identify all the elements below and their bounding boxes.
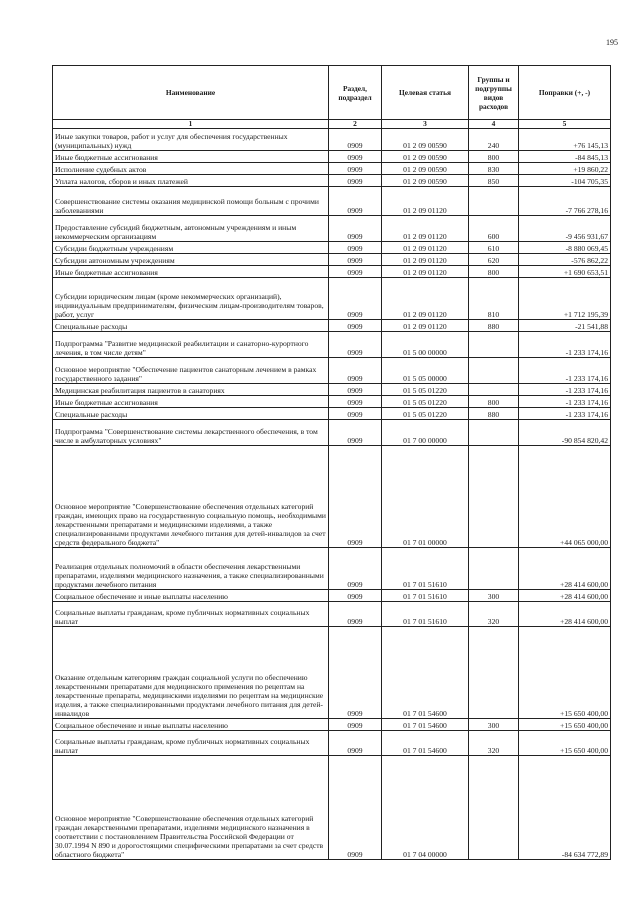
table-row: [53, 151, 611, 163]
table-row: [53, 590, 611, 602]
row-section-cell: 0909: [329, 756, 382, 860]
table-row: [53, 320, 611, 332]
row-amount-cell: -1 233 174,16: [519, 396, 611, 408]
row-target-cell: 01 7 00 00000: [382, 420, 469, 446]
column-number: 3: [382, 120, 469, 129]
row-amount-cell: -21 541,88: [519, 320, 611, 332]
row-amount-cell: +76 145,13: [519, 129, 611, 151]
row-group-cell: 320: [469, 731, 519, 756]
row-group-cell: 800: [469, 151, 519, 163]
row-name-cell: Реализация отдельных полномочий в области обеспечения лекарственными препаратами, изделиями медицинского назначения, а также специализированными продуктами лечебного питания: [53, 548, 329, 590]
row-name-cell: Медицинская реабилитация пациентов в санаториях: [53, 384, 329, 396]
row-amount-cell: -84 845,13: [519, 151, 611, 163]
column-number-row: [53, 120, 611, 129]
row-target-cell: 01 7 01 51610: [382, 602, 469, 627]
table-row: [53, 129, 611, 151]
column-number: 4: [469, 120, 519, 129]
row-amount-cell: +44 065 000,00: [519, 446, 611, 548]
row-group-cell: [469, 756, 519, 860]
row-section-cell: 0909: [329, 396, 382, 408]
row-group-cell: [469, 548, 519, 590]
row-section-cell: 0909: [329, 242, 382, 254]
row-target-cell: 01 2 09 01120: [382, 242, 469, 254]
row-section-cell: 0909: [329, 187, 382, 216]
row-amount-cell: +15 650 400,00: [519, 731, 611, 756]
row-target-cell: 01 7 01 54600: [382, 719, 469, 731]
table-row: [53, 548, 611, 590]
table-row: [53, 266, 611, 278]
table-row: [53, 756, 611, 860]
table-body: [53, 129, 611, 860]
row-target-cell: 01 7 01 51610: [382, 590, 469, 602]
table-row: [53, 163, 611, 175]
row-section-cell: 0909: [329, 278, 382, 320]
row-section-cell: 0909: [329, 175, 382, 187]
row-section-cell: 0909: [329, 216, 382, 242]
table-row: [53, 602, 611, 627]
row-target-cell: 01 5 05 01220: [382, 408, 469, 420]
row-amount-cell: +19 860,22: [519, 163, 611, 175]
row-name-cell: Уплата налогов, сборов и иных платежей: [53, 175, 329, 187]
row-amount-cell: +1 690 653,51: [519, 266, 611, 278]
row-target-cell: 01 2 09 00590: [382, 163, 469, 175]
row-section-cell: 0909: [329, 129, 382, 151]
row-name-cell: Иные бюджетные ассигнования: [53, 396, 329, 408]
row-group-cell: 320: [469, 602, 519, 627]
row-target-cell: 01 7 01 00000: [382, 446, 469, 548]
row-amount-cell: -7 766 278,16: [519, 187, 611, 216]
row-group-cell: 620: [469, 254, 519, 266]
row-group-cell: 800: [469, 396, 519, 408]
page-number: 195: [606, 38, 618, 47]
row-target-cell: 01 5 05 00000: [382, 358, 469, 384]
column-number: 1: [53, 120, 329, 129]
row-amount-cell: -1 233 174,16: [519, 332, 611, 358]
table-row: [53, 187, 611, 216]
table-row: [53, 254, 611, 266]
row-amount-cell: -1 233 174,16: [519, 408, 611, 420]
row-target-cell: 01 7 01 54600: [382, 627, 469, 719]
row-section-cell: 0909: [329, 254, 382, 266]
row-amount-cell: +28 414 600,00: [519, 590, 611, 602]
row-group-cell: 300: [469, 590, 519, 602]
column-number: 2: [329, 120, 382, 129]
row-group-cell: 300: [469, 719, 519, 731]
table-row: [53, 627, 611, 719]
column-header-target: Целевая статья: [382, 66, 469, 120]
row-amount-cell: -9 456 931,67: [519, 216, 611, 242]
row-name-cell: Оказание отдельным категориям граждан социальной услуги по обеспечению лекарственными препаратами для медицинского применения по рецептам на лекарственные препараты, медицинскими изделиями по рецептам на медицинские изделия, а также специализированными продуктами лечебного питания для детей-инвалидов: [53, 627, 329, 719]
row-group-cell: [469, 420, 519, 446]
row-section-cell: 0909: [329, 408, 382, 420]
table-row: [53, 332, 611, 358]
row-section-cell: 0909: [329, 384, 382, 396]
row-target-cell: 01 7 01 51610: [382, 548, 469, 590]
row-name-cell: Субсидии бюджетным учреждениям: [53, 242, 329, 254]
row-amount-cell: -84 634 772,89: [519, 756, 611, 860]
row-amount-cell: +15 650 400,00: [519, 627, 611, 719]
row-name-cell: Иные закупки товаров, работ и услуг для обеспечения государственных (муниципальных) нужд: [53, 129, 329, 151]
budget-table: [52, 65, 611, 860]
row-section-cell: 0909: [329, 590, 382, 602]
row-group-cell: [469, 187, 519, 216]
column-number: 5: [519, 120, 611, 129]
header-row: [53, 66, 611, 120]
row-amount-cell: -104 705,35: [519, 175, 611, 187]
row-name-cell: Социальные выплаты гражданам, кроме публичных нормативных социальных выплат: [53, 602, 329, 627]
row-target-cell: 01 2 09 00590: [382, 129, 469, 151]
row-target-cell: 01 2 09 01120: [382, 266, 469, 278]
row-group-cell: [469, 627, 519, 719]
row-section-cell: 0909: [329, 719, 382, 731]
row-target-cell: 01 5 05 01220: [382, 396, 469, 408]
table-row: [53, 242, 611, 254]
row-name-cell: Предоставление субсидий бюджетным, автономным учреждениям и иным некоммерческим организациям: [53, 216, 329, 242]
row-amount-cell: -1 233 174,16: [519, 358, 611, 384]
row-group-cell: 830: [469, 163, 519, 175]
row-target-cell: 01 7 04 00000: [382, 756, 469, 860]
row-group-cell: [469, 332, 519, 358]
row-name-cell: Иные бюджетные ассигнования: [53, 266, 329, 278]
row-section-cell: 0909: [329, 151, 382, 163]
table-row: [53, 358, 611, 384]
row-amount-cell: -576 862,22: [519, 254, 611, 266]
row-name-cell: Основное мероприятие "Совершенствование обеспечения отдельных категорий граждан, имеющих право на государственную социальную помощь, необходимыми лекарственными препаратами и медицинскими изделиями, а также специализированными продуктами лечебного питания для детей-инвалидов за счет средств федерального бюджета": [53, 446, 329, 548]
row-amount-cell: +15 650 400,00: [519, 719, 611, 731]
table-row: [53, 384, 611, 396]
row-amount-cell: +1 712 195,39: [519, 278, 611, 320]
table-row: [53, 216, 611, 242]
table-row: [53, 420, 611, 446]
row-target-cell: 01 2 09 00590: [382, 175, 469, 187]
table-row: [53, 731, 611, 756]
row-section-cell: 0909: [329, 266, 382, 278]
row-section-cell: 0909: [329, 332, 382, 358]
row-name-cell: Подпрограмма "Совершенствование системы лекарственного обеспечения, в том числе в амбулаторных условиях": [53, 420, 329, 446]
table-row: [53, 278, 611, 320]
row-name-cell: Субсидии автономным учреждениям: [53, 254, 329, 266]
row-name-cell: Специальные расходы: [53, 408, 329, 420]
column-header-expense-group: Группы и подгруппы видов расходов: [469, 66, 519, 120]
row-section-cell: 0909: [329, 320, 382, 332]
row-group-cell: 610: [469, 242, 519, 254]
row-name-cell: Исполнение судебных актов: [53, 163, 329, 175]
row-amount-cell: +28 414 600,00: [519, 548, 611, 590]
row-group-cell: 240: [469, 129, 519, 151]
row-group-cell: 600: [469, 216, 519, 242]
row-section-cell: 0909: [329, 602, 382, 627]
row-amount-cell: +28 414 600,00: [519, 602, 611, 627]
table-row: [53, 719, 611, 731]
row-name-cell: Подпрограмма "Развитие медицинской реабилитации и санаторно-курортного лечения, в том числе детям": [53, 332, 329, 358]
row-section-cell: 0909: [329, 446, 382, 548]
row-amount-cell: -90 854 820,42: [519, 420, 611, 446]
row-section-cell: 0909: [329, 627, 382, 719]
row-name-cell: Иные бюджетные ассигнования: [53, 151, 329, 163]
table-row: [53, 396, 611, 408]
row-target-cell: 01 2 09 01120: [382, 278, 469, 320]
column-header-name: Наименование: [53, 66, 329, 120]
row-target-cell: 01 7 01 54600: [382, 731, 469, 756]
row-name-cell: Основное мероприятие "Совершенствование обеспечения отдельных категорий граждан лекарственными препаратами, изделиями медицинского назначения в соответствии с постановлением Правительства Российской Федерации от 30.07.1994 N 890 и дорогостоящими специфическими препаратами за счет средств областного бюджета": [53, 756, 329, 860]
row-name-cell: Социальные выплаты гражданам, кроме публичных нормативных социальных выплат: [53, 731, 329, 756]
row-target-cell: 01 2 09 01120: [382, 187, 469, 216]
row-section-cell: 0909: [329, 548, 382, 590]
row-name-cell: Субсидии юридическим лицам (кроме некоммерческих организаций), индивидуальным предпринимателям, физическим лицам-производителям товаров, работ, услуг: [53, 278, 329, 320]
row-target-cell: 01 2 09 00590: [382, 151, 469, 163]
row-name-cell: Социальное обеспечение и иные выплаты населению: [53, 590, 329, 602]
row-group-cell: 880: [469, 320, 519, 332]
column-header-section: Раздел, подраздел: [329, 66, 382, 120]
row-group-cell: [469, 384, 519, 396]
row-group-cell: 810: [469, 278, 519, 320]
table-row: [53, 408, 611, 420]
row-name-cell: Совершенствование системы оказания медицинской помощи больным с прочими заболеваниями: [53, 187, 329, 216]
row-section-cell: 0909: [329, 163, 382, 175]
row-target-cell: 01 2 09 01120: [382, 254, 469, 266]
row-group-cell: 800: [469, 266, 519, 278]
row-group-cell: 850: [469, 175, 519, 187]
table-row: [53, 175, 611, 187]
row-target-cell: 01 2 09 01120: [382, 216, 469, 242]
row-group-cell: [469, 446, 519, 548]
row-target-cell: 01 5 05 01220: [382, 384, 469, 396]
row-group-cell: [469, 358, 519, 384]
row-section-cell: 0909: [329, 358, 382, 384]
row-target-cell: 01 2 09 01120: [382, 320, 469, 332]
table-row: [53, 446, 611, 548]
row-name-cell: Социальное обеспечение и иные выплаты населению: [53, 719, 329, 731]
row-section-cell: 0909: [329, 420, 382, 446]
row-name-cell: Специальные расходы: [53, 320, 329, 332]
row-group-cell: 880: [469, 408, 519, 420]
row-name-cell: Основное мероприятие "Обеспечение пациентов санаторным лечением в рамках государственного задания": [53, 358, 329, 384]
row-target-cell: 01 5 00 00000: [382, 332, 469, 358]
row-amount-cell: -8 880 069,45: [519, 242, 611, 254]
column-header-amendment: Поправки (+, -): [519, 66, 611, 120]
row-amount-cell: -1 233 174,16: [519, 384, 611, 396]
row-section-cell: 0909: [329, 731, 382, 756]
